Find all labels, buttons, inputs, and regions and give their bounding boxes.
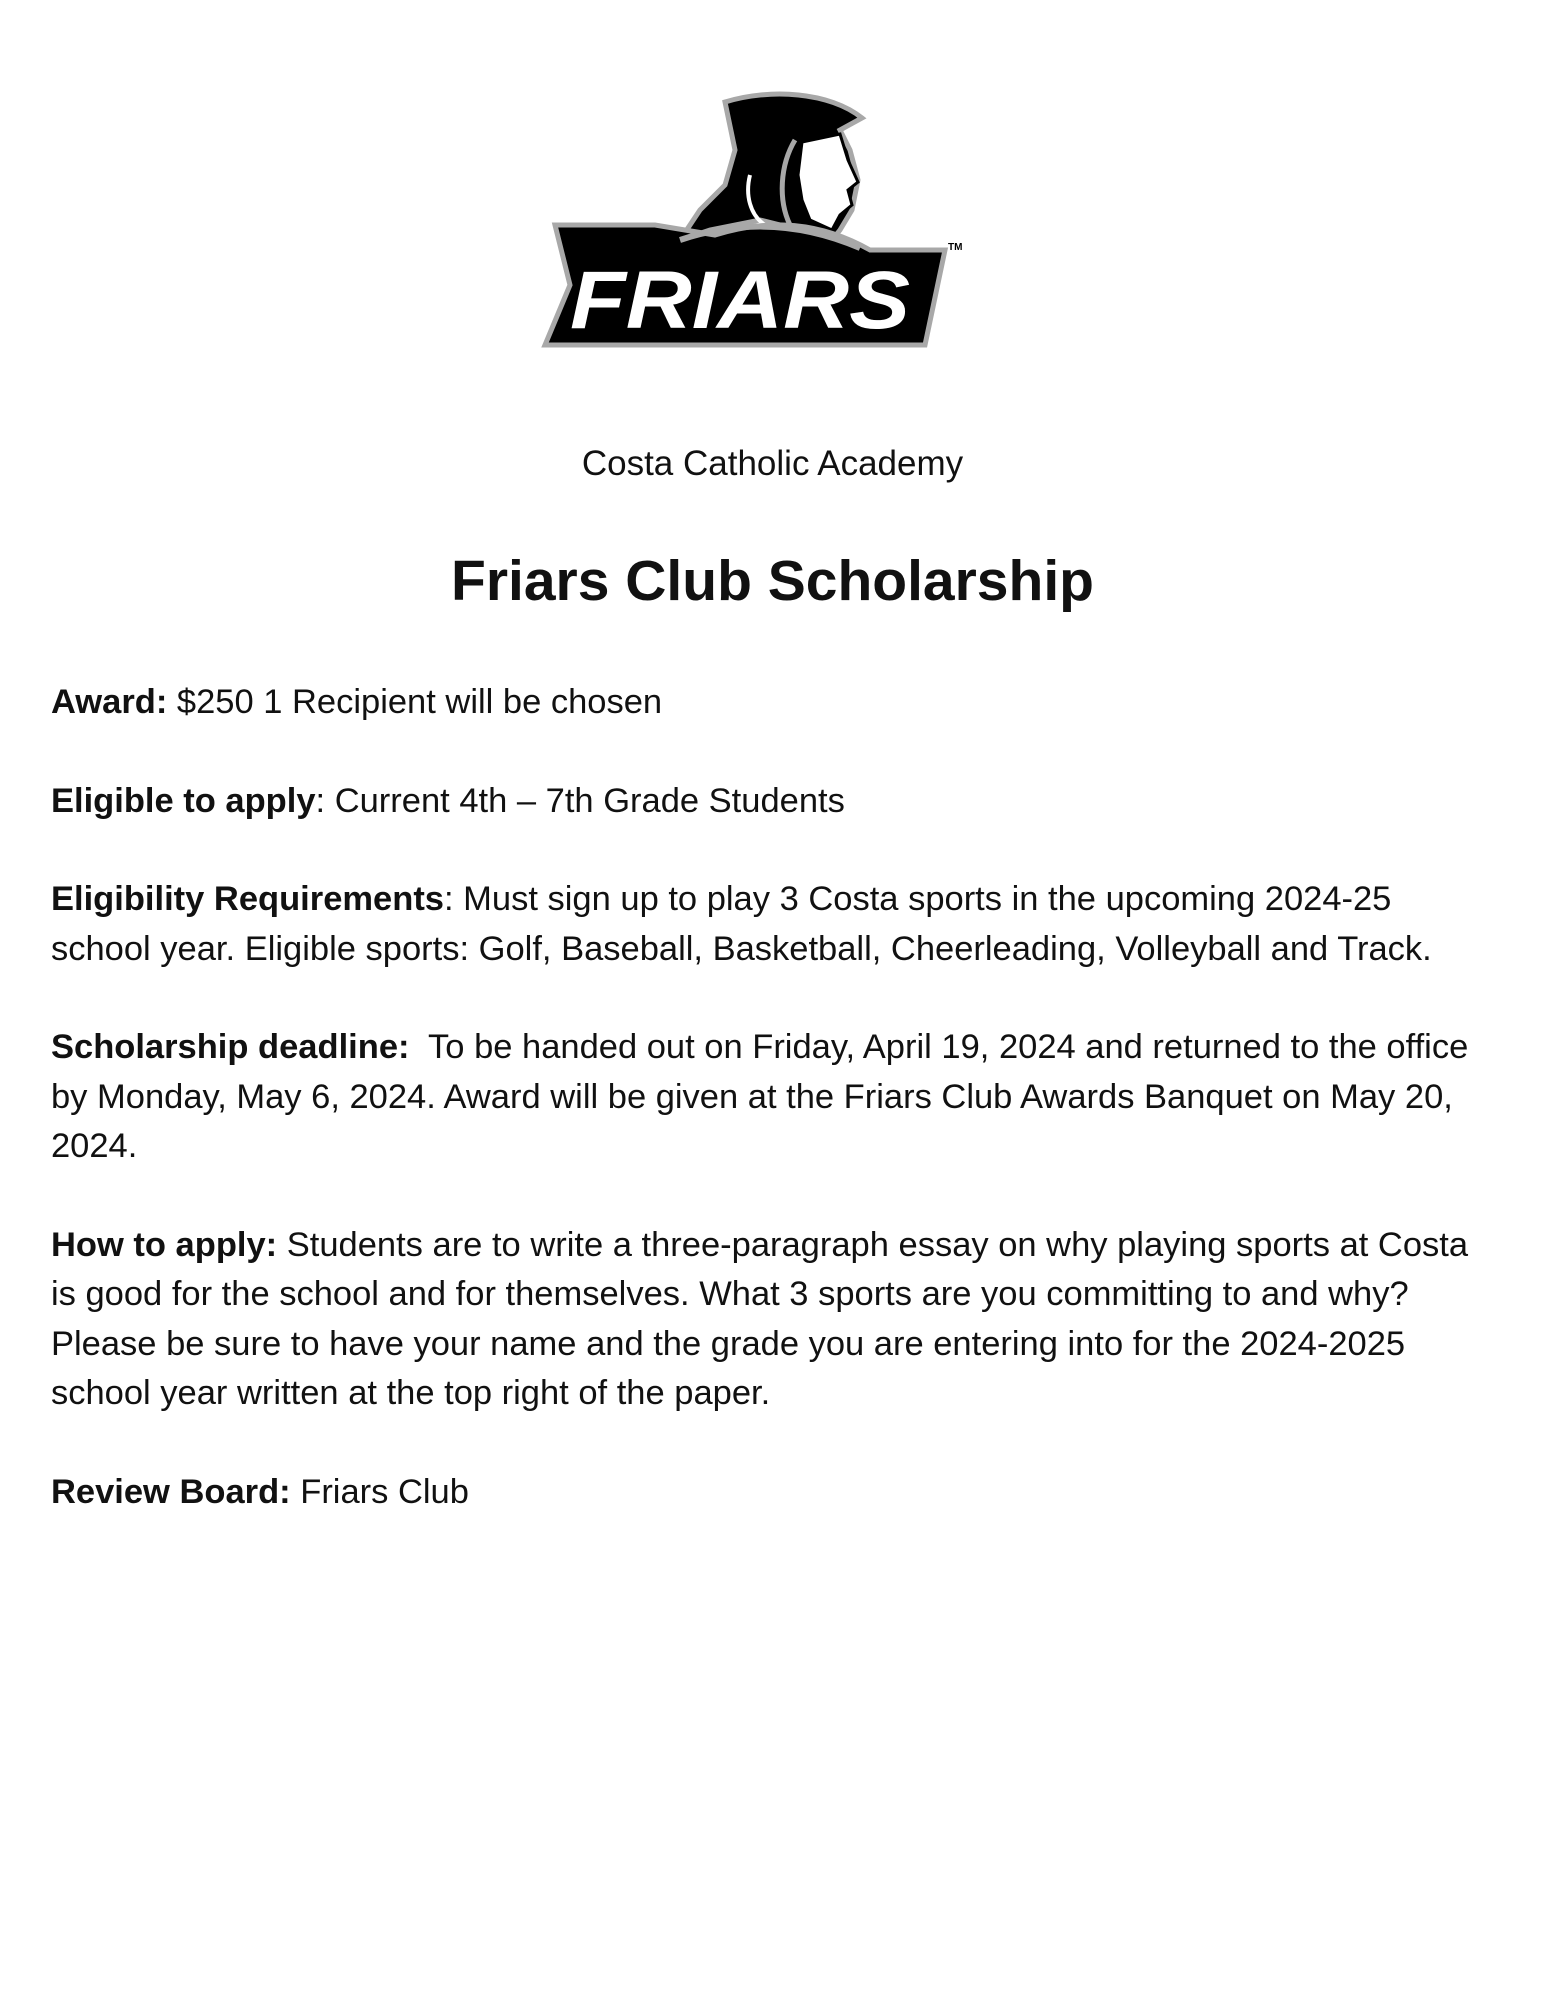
section-text: To be handed out on Friday, April 19, 2024 and returned to the office by Monday, May 6, 2024. Award will be given at the Friars Club Awards Banquet on May 20, 2024. — [51, 1028, 1478, 1165]
section-text: : Must sign up to play 3 Costa sports in the upcoming 2024-25 school year. Eligible sports: Golf, Baseball, Basketball, Cheerleading, Volleyball and Track. — [51, 880, 1432, 968]
section-text: : Current 4th – 7th Grade Students — [315, 781, 845, 820]
section-label: Award: — [51, 683, 168, 721]
trademark-mark: TM — [948, 242, 963, 253]
how-to-apply-section — [51, 1221, 1491, 1419]
school-name: Costa Catholic Academy — [581, 444, 964, 483]
review-board-section — [51, 1468, 1491, 1518]
section-text: Friars Club — [290, 1472, 469, 1511]
section-label: Eligible to apply — [51, 781, 316, 820]
section-label: How to apply: — [51, 1225, 278, 1264]
eligible-section — [51, 777, 1491, 827]
award-section — [51, 678, 1491, 728]
section-label: Eligibility Requirements — [51, 880, 444, 918]
section-label: Review Board: — [51, 1472, 291, 1511]
friars-logo — [540, 90, 970, 350]
page-title: Friars Club Scholarship — [451, 549, 1094, 613]
requirements-section — [51, 875, 1491, 974]
section-label: Scholarship deadline: — [51, 1028, 410, 1066]
scholarship-details — [51, 678, 1491, 1566]
section-text: Students are to write a three-paragraph essay on why playing sports at Costa is good for the school and for themselves. What 3 sports are you committing to and why? Please be sure to have your name and the grade you are entering into for the 2024-2025 school year written at the top right of the paper. — [51, 1225, 1469, 1412]
section-text: $250 1 Recipient will be chosen — [167, 683, 663, 721]
logo-text: FRIARS — [570, 255, 910, 346]
deadline-section — [51, 1023, 1491, 1172]
